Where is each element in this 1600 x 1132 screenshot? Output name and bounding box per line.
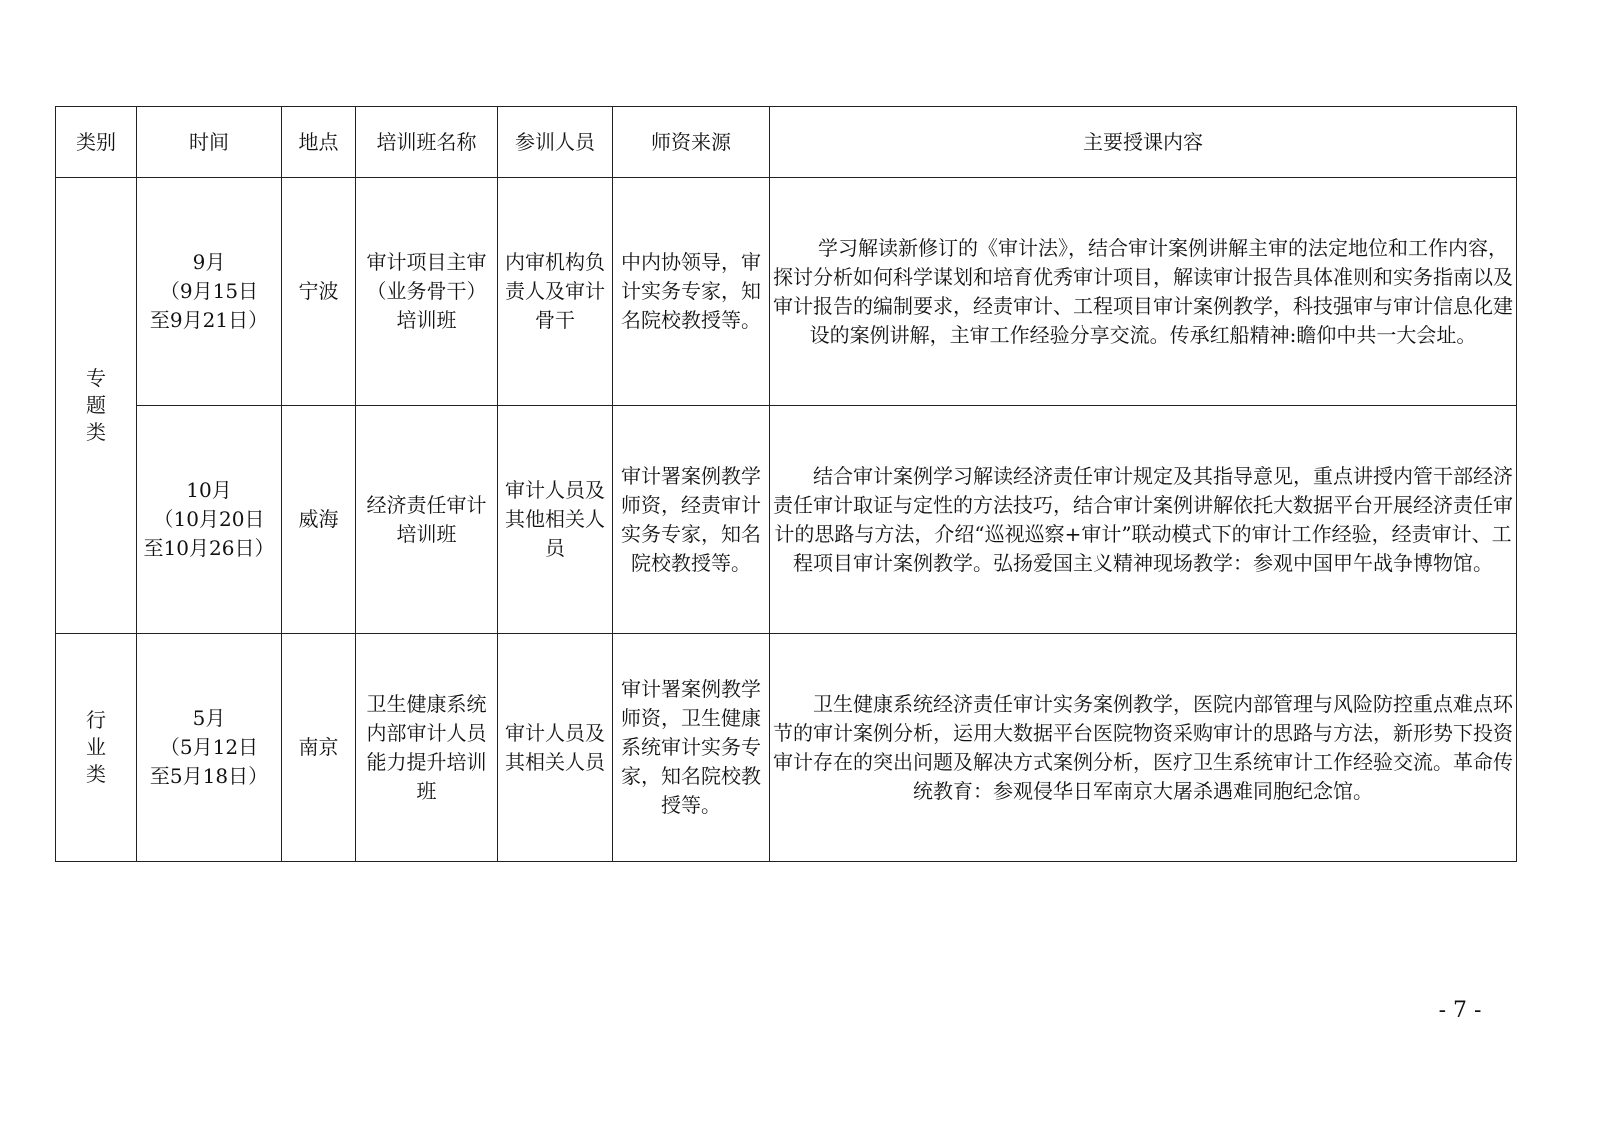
place-cell: 宁波 [282, 178, 356, 406]
training-schedule [55, 106, 1516, 862]
participants-cell: 审计人员及其相关人员 [498, 634, 613, 862]
faculty-cell: 审计署案例教学师资，卫生健康系统审计实务专家，知名院校教授等。 [613, 634, 770, 862]
faculty-cell: 审计署案例教学师资，经责审计实务专家，知名院校教授等。 [613, 406, 770, 634]
header-category: 类别 [56, 107, 137, 178]
table-row [56, 406, 1517, 634]
time-cell: 9月 （9月15日 至9月21日） [137, 178, 282, 406]
category-label: 专题类 [86, 365, 106, 444]
table-row [56, 634, 1517, 862]
category-cell [56, 634, 137, 862]
header-content: 主要授课内容 [770, 107, 1517, 178]
content-cell: 卫生健康系统经济责任审计实务案例教学，医院内部管理与风险防控重点难点环节的审计案例分析，运用大数据平台医院物资采购审计的思路与方法，新形势下投资审计存在的突出问题及解决方式案例分析，医疗卫生系统审计工作经验交流。革命传统教育：参观侵华日军南京大屠杀遇难同胞纪念馆。 [770, 634, 1517, 862]
course-name-cell: 卫生健康系统内部审计人员能力提升培训班 [356, 634, 498, 862]
header-time: 时间 [137, 107, 282, 178]
content-cell: 结合审计案例学习解读经济责任审计规定及其指导意见，重点讲授内管干部经济责任审计取证与定性的方法技巧，结合审计案例讲解依托大数据平台开展经济责任审计的思路与方法，介绍“巡视巡察+审计”联动模式下的审计工作经验，经责审计、工程项目审计案例教学。弘扬爱国主义精神现场教学：参观中国甲午战争博物馆。 [770, 406, 1517, 634]
participants-cell: 内审机构负责人及审计骨干 [498, 178, 613, 406]
header-faculty: 师资来源 [613, 107, 770, 178]
place-cell: 南京 [282, 634, 356, 862]
course-name-cell: 经济责任审计培训班 [356, 406, 498, 634]
time-cell: 5月 （5月12日 至5月18日） [137, 634, 282, 862]
training-table [55, 106, 1517, 862]
course-name-cell: 审计项目主审（业务骨干）培训班 [356, 178, 498, 406]
header-place: 地点 [282, 107, 356, 178]
content-cell: 学习解读新修订的《审计法》，结合审计案例讲解主审的法定地位和工作内容，探讨分析如何科学谋划和培育优秀审计项目，解读审计报告具体准则和实务指南以及审计报告的编制要求，经责审计、工程项目审计案例教学，科技强审与审计信息化建设的案例讲解，主审工作经验分享交流。传承红船精神:瞻仰中共一大会址。 [770, 178, 1517, 406]
table-header-row [56, 107, 1517, 178]
category-cell [56, 178, 137, 634]
header-course-name: 培训班名称 [356, 107, 498, 178]
page-number: - 7 - [1438, 998, 1482, 1023]
header-participants: 参训人员 [498, 107, 613, 178]
faculty-cell: 中内协领导，审计实务专家，知名院校教授等。 [613, 178, 770, 406]
participants-cell: 审计人员及其他相关人员 [498, 406, 613, 634]
category-label: 行业类 [86, 707, 106, 786]
time-cell: 10月 （10月20日 至10月26日） [137, 406, 282, 634]
place-cell: 威海 [282, 406, 356, 634]
table-row [56, 178, 1517, 406]
